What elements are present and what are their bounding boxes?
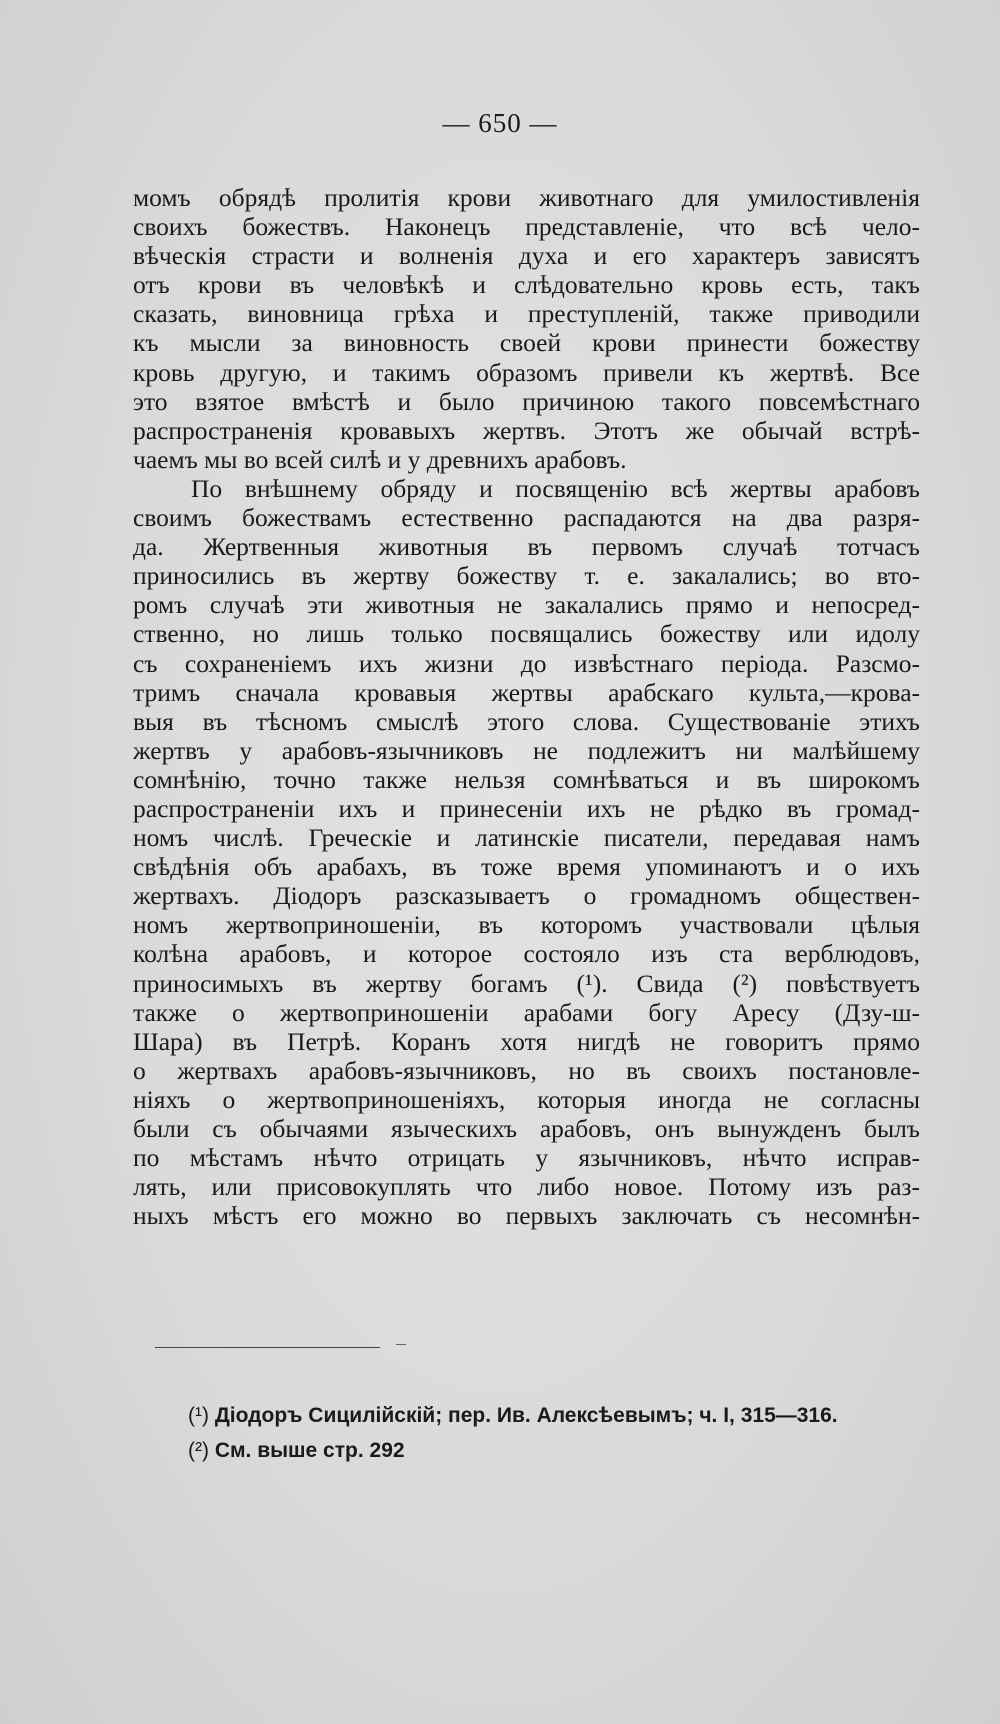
page-number: — 650 —: [442, 108, 558, 138]
footnote-separator: [155, 1347, 380, 1348]
text-line: также о жертвоприношеніи арабами богу Аресу (Дзу-ш-: [133, 997, 920, 1027]
footnote: [188, 1433, 948, 1468]
text-line: свѣдѣнія объ арабахъ, въ тоже время упоминаютъ и о ихъ: [133, 852, 920, 882]
text-line: колѣна арабовъ, и которое состояло изъ ста верблюдовъ,: [133, 939, 920, 969]
text-line: къ мысли за виновность своей крови принести божеству: [133, 328, 920, 358]
text-line: Шара) въ Петрѣ. Коранъ хотя нигдѣ не говоритъ прямо: [133, 1026, 920, 1056]
text-line: приносимыхъ въ жертву богамъ (¹). Свида (²) повѣствуетъ: [133, 968, 920, 998]
text-line: лять, или присовокуплять что либо новое. Потому изъ раз-: [133, 1172, 920, 1202]
text-line: о жертвахъ арабовъ-язычниковъ, но въ своихъ постановле-: [133, 1055, 920, 1085]
text-line: сомнѣнію, точно также нельзя сомнѣваться и въ широкомъ: [133, 764, 920, 794]
text-line: сказать, виновница грѣха и преступленій, также приводили: [133, 299, 920, 329]
text-line: момъ обрядѣ пролитія крови животнаго для умилостивленія: [133, 183, 920, 212]
footnote-mark: (¹): [188, 1404, 209, 1427]
text-line: номъ жертвоприношеніи, въ которомъ участвовали цѣлыя: [133, 910, 920, 940]
text-line: жертвъ у арабовъ-язычниковъ не подлежитъ ни малѣйшему: [133, 735, 920, 765]
text-line: жертвахъ. Діодоръ разсказываетъ о громадномъ обществен-: [133, 881, 920, 911]
text-line: своимъ божествамъ естественно распадаются на два разря-: [133, 503, 920, 533]
text-line: были съ обычаями языческихъ арабовъ, онъ вынужденъ былъ: [133, 1114, 920, 1143]
text-line: кровь другую, и такимъ образомъ привели къ жертвѣ. Все: [133, 357, 920, 387]
text-line: приносились въ жертву божеству т. е. закалались; во вто-: [133, 561, 920, 591]
text-line: да. Жертвенныя животныя въ первомъ случаѣ тотчасъ: [133, 532, 920, 562]
text-line: отъ крови въ человѣкѣ и слѣдовательно кровь есть, такъ: [133, 270, 920, 300]
text-line: выя въ тѣсномъ смыслѣ этого слова. Существованіе этихъ: [133, 706, 920, 736]
text-line: ромъ случаѣ эти животныя не закалались прямо и непосред-: [133, 590, 920, 620]
text-line: распространеніи ихъ и принесеніи ихъ не рѣдко въ громад-: [133, 793, 920, 823]
text-line: По внѣшнему обряду и посвященію всѣ жертвы арабовъ: [191, 473, 920, 503]
text-line: номъ числѣ. Греческіе и латинскіе писатели, передавая намъ: [133, 823, 920, 853]
footnote-text: См. выше стр. 292: [214, 1439, 405, 1462]
text-line: вѣческія страсти и волненія духа и его характеръ зависятъ: [133, 241, 920, 271]
text-line: тримъ сначала кровавыя жертвы арабскаго культа,—крова-: [133, 677, 920, 707]
text-line: чаемъ мы во всей силѣ и у древнихъ арабовъ.: [133, 444, 627, 474]
text-line: своихъ божествъ. Наконецъ представленіе, что всѣ чело-: [133, 212, 920, 242]
footnote-text: Діодоръ Сицилійскій; пер. Ив. Алексѣевымъ; ч. I, 315—316.: [214, 1404, 838, 1427]
text-line: по мѣстамъ нѣчто отрицать у язычниковъ, нѣчто исправ-: [133, 1143, 920, 1173]
footnote-mark: (²): [188, 1439, 209, 1462]
text-line: это взятое вмѣстѣ и было причиною такого повсемѣстнаго: [133, 386, 920, 416]
footnote-separator-tick: [396, 1344, 406, 1345]
body-text: [133, 183, 920, 1230]
text-line: ніяхъ о жертвоприношеніяхъ, которыя иногда не согласны: [133, 1084, 920, 1114]
text-line: ственно, но лишь только посвящались божеству или идолу: [133, 619, 920, 649]
text-line: распространенія кровавыхъ жертвъ. Этотъ же обычай встрѣ-: [133, 415, 920, 445]
text-line: ныхъ мѣстъ его можно во первыхъ заключать съ несомнѣн-: [133, 1201, 920, 1231]
footnotes: [188, 1398, 948, 1468]
footnote: [188, 1398, 948, 1433]
text-line: съ сохраненіемъ ихъ жизни до извѣстнаго періода. Разсмо-: [133, 648, 920, 678]
